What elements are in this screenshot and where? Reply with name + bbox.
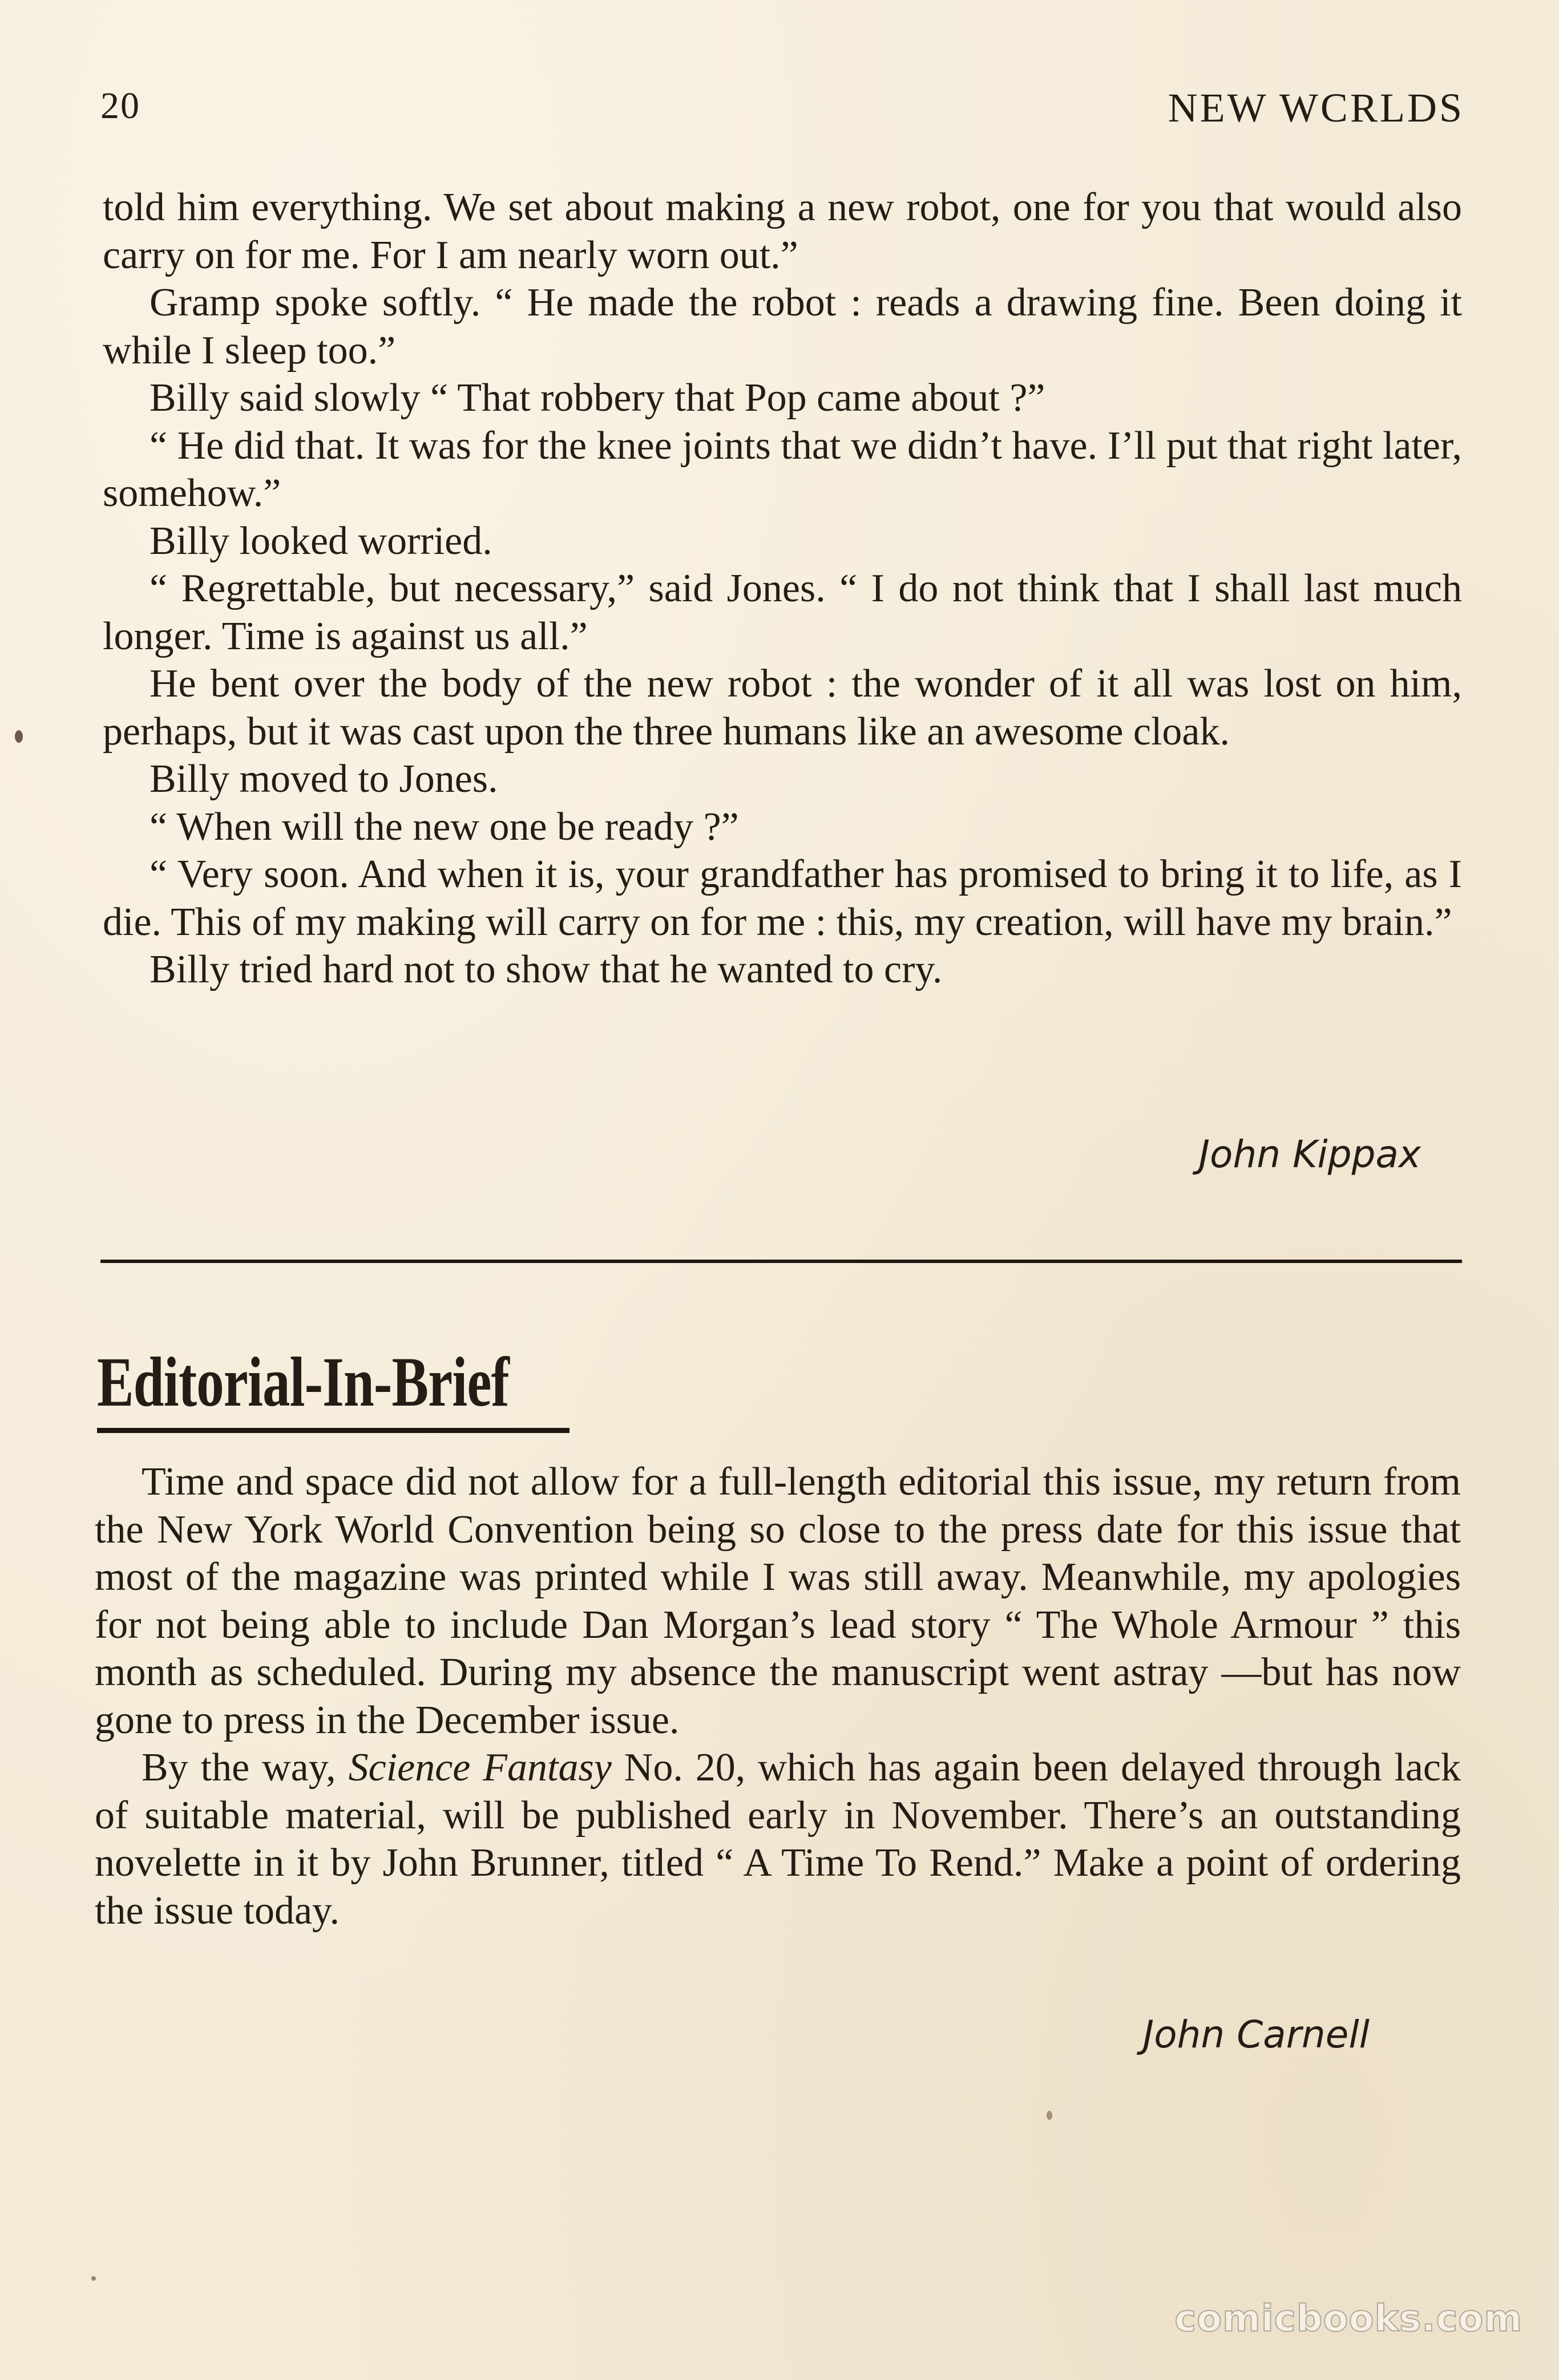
heading-underline xyxy=(97,1428,570,1433)
page-header xyxy=(100,84,1464,141)
editorial-paragraph: By the way, Science Fantasy No. 20, which has again been delayed through lack of suitable material, will be published early in November. There’s an outstanding novelette in it by John Brunner, titled “ A Time To Rend.” Make a point of ordering the issue today. xyxy=(95,1746,1461,1933)
magazine-title: Science Fantasy xyxy=(348,1746,612,1790)
editorial-author-signature: John Carnell xyxy=(1142,2013,1370,2057)
story-paragraph: He bent over the body of the new robot : the wonder of it all was lost on him, perhaps, but it was cast upon the three humans like an awesome cloak. xyxy=(103,662,1462,754)
story-paragraph: Billy tried hard not to show that he wanted to cry. xyxy=(150,948,943,991)
paper-speck xyxy=(1047,2111,1052,2120)
page-number: 20 xyxy=(100,85,140,127)
story-paragraph: “ He did that. It was for the knee joints that we didn’t have. I’ll put that right later, somehow.” xyxy=(103,423,1462,515)
section-divider xyxy=(100,1260,1462,1263)
watermark-logo: comicbooks.com xyxy=(1174,2298,1522,2340)
story-author-signature: John Kippax xyxy=(1198,1132,1421,1176)
editorial-text xyxy=(95,1458,1461,1934)
editorial-heading: Editorial-In-Brief xyxy=(97,1343,510,1421)
editorial-paragraph: Time and space did not allow for a full-length editorial this issue, my return from the New York World Convention being so close to the press date for this issue that most of the magazine was printed while I was still away. Meanwhile, my apologies for not being able to include Dan Morgan’s lead story “ The Whole Armour ” this month as scheduled. During my absence the manuscript went astray —but has now gone to press in the December issue. xyxy=(95,1460,1461,1742)
story-paragraph: “ Regrettable, but necessary,” said Jones. “ I do not think that I shall last much longer. Time is against us all.” xyxy=(103,566,1462,658)
story-paragraph: “ Very soon. And when it is, your grandfather has promised to bring it to life, as I die. This of my making will carry on for me : this, my creation, will have my brain.” xyxy=(103,852,1462,944)
story-paragraph: Gramp spoke softly. “ He made the robot : reads a drawing fine. Been doing it while I sleep too.” xyxy=(103,281,1462,373)
paper-speck xyxy=(91,2276,96,2281)
story-paragraph: “ When will the new one be ready ?” xyxy=(150,804,739,849)
story-paragraph: Billy said slowly “ That robbery that Pop came about ?” xyxy=(150,376,1045,420)
story-paragraph: Billy moved to Jones. xyxy=(150,757,498,801)
story-paragraph: Billy looked worried. xyxy=(150,519,492,563)
paper-speck xyxy=(15,730,23,743)
story-text xyxy=(103,184,1462,994)
running-head: NEW WCRLDS xyxy=(1168,85,1464,131)
story-paragraph: told him everything. We set about making a new robot, one for you that would also carry on for me. For I am nearly worn out.” xyxy=(103,185,1462,277)
